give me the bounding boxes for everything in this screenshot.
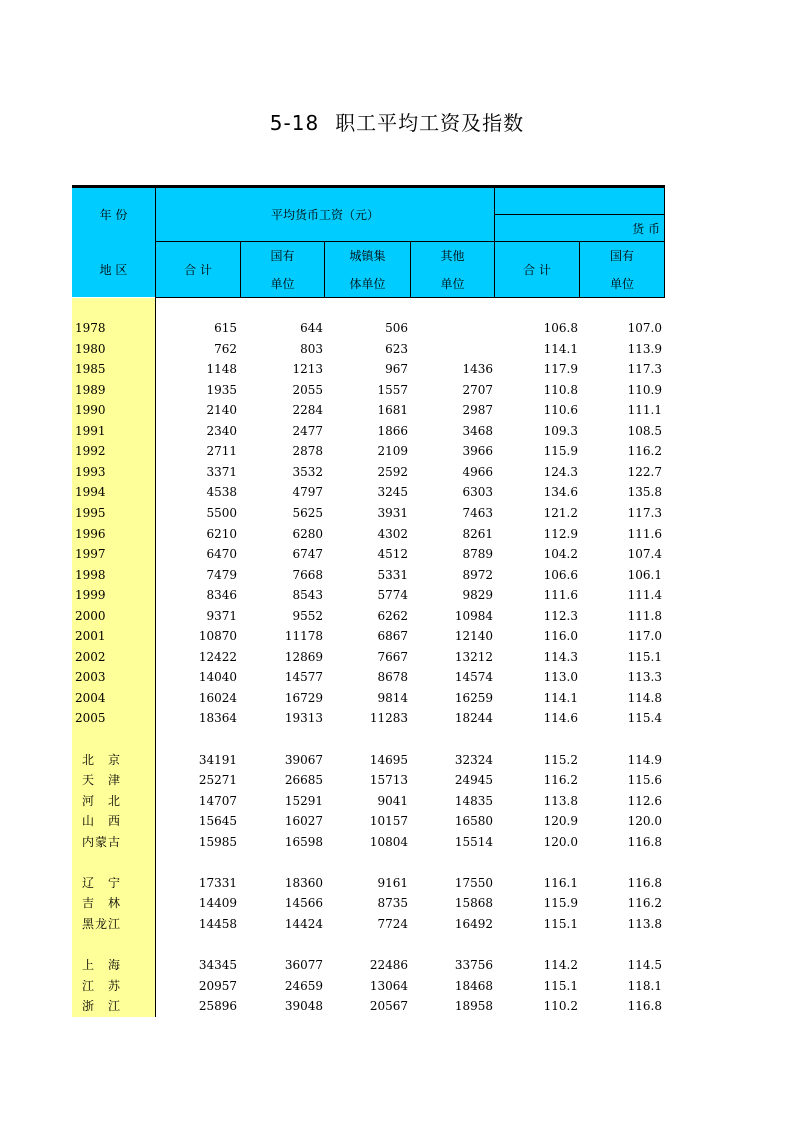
table-cell: 644	[300, 321, 323, 335]
col-rule-6	[664, 188, 665, 298]
table-cell: 4966	[462, 464, 493, 479]
table-cell: 109.3	[543, 423, 578, 438]
year-label: 1989	[75, 382, 106, 397]
table-cell: 4302	[377, 526, 408, 541]
table-cell: 15291	[284, 793, 323, 808]
region-label: 山西	[82, 814, 120, 829]
table-cell: 114.9	[627, 752, 662, 767]
table-cell: 110.9	[627, 382, 662, 397]
table-cell: 116.8	[627, 834, 662, 849]
table-cell: 14574	[454, 670, 493, 685]
table-cell: 4797	[292, 485, 323, 500]
table-cell: 115.4	[627, 711, 662, 726]
table-cell: 9371	[206, 608, 237, 623]
table-cell: 33756	[454, 958, 493, 973]
region-label: 辽宁	[82, 875, 120, 890]
table-cell: 113.3	[627, 670, 662, 685]
table-cell: 17331	[198, 875, 237, 890]
table-number: 5-18	[269, 111, 320, 135]
table-cell: 4512	[377, 547, 408, 562]
table-cell: 25271	[198, 773, 237, 788]
header-avg-wage-group: 平均货币工资（元）	[270, 208, 379, 222]
table-cell: 111.6	[627, 526, 662, 541]
table-cell: 6867	[377, 629, 408, 644]
table-cell: 7724	[377, 916, 408, 931]
table-cell: 113.8	[627, 916, 662, 931]
table-cell: 6280	[292, 526, 323, 541]
table-cell: 14577	[284, 670, 323, 685]
table-cell: 1148	[206, 362, 237, 377]
table-cell: 14040	[198, 670, 237, 685]
region-label: 北京	[82, 752, 120, 767]
table-cell: 117.3	[627, 505, 662, 520]
table-cell: 115.1	[627, 649, 662, 664]
header-index-subgroup: 货 币	[632, 222, 660, 236]
table-cell: 3532	[292, 464, 323, 479]
table-cell: 1866	[377, 423, 408, 438]
table-cell: 15514	[454, 834, 493, 849]
year-label: 1980	[75, 341, 106, 356]
table-cell: 114.2	[543, 958, 578, 973]
table-cell: 107.4	[627, 547, 662, 562]
table-cell: 506	[385, 321, 408, 335]
table-cell: 8543	[292, 588, 323, 603]
table-cell: 122.7	[627, 464, 662, 479]
table-cell: 110.2	[543, 999, 578, 1014]
table-cell: 3371	[206, 464, 237, 479]
table-cell: 14424	[284, 916, 323, 931]
table-cell: 12422	[198, 649, 237, 664]
table-cell: 14566	[284, 896, 323, 911]
table-cell: 1935	[206, 382, 237, 397]
table-cell: 106.8	[543, 321, 578, 335]
table-cell: 15868	[454, 896, 493, 911]
region-label: 天津	[82, 773, 120, 788]
table-cell: 8346	[206, 588, 237, 603]
table-cell: 18244	[454, 711, 493, 726]
header-other-line1: 其他	[440, 249, 465, 263]
table-cell: 6303	[462, 485, 493, 500]
table-cell: 18364	[198, 711, 237, 726]
header-collective-line1: 城镇集	[349, 249, 386, 263]
table-cell: 3931	[377, 505, 408, 520]
table-cell: 111.4	[627, 588, 662, 603]
table-cell: 5774	[377, 588, 408, 603]
table-cell: 116.2	[627, 896, 662, 911]
header-index-total: 合 计	[523, 263, 551, 277]
table-cell: 2707	[462, 382, 493, 397]
table-cell: 14695	[369, 752, 408, 767]
table-cell: 2340	[206, 423, 237, 438]
table-cell: 18360	[284, 875, 323, 890]
header-region: 地 区	[99, 263, 128, 277]
table-cell: 107.0	[627, 321, 662, 335]
table-cell: 112.9	[543, 526, 578, 541]
year-label: 1991	[75, 423, 106, 438]
table-cell: 22486	[369, 958, 408, 973]
table-cell: 115.9	[543, 896, 578, 911]
header-index-state-line2: 单位	[609, 277, 634, 291]
region-label: 河北	[82, 793, 120, 808]
table-cell: 762	[214, 341, 237, 356]
group-rule-right-top	[494, 214, 665, 215]
table-cell: 120.0	[543, 834, 578, 849]
table-cell: 2711	[206, 444, 237, 459]
table-cell: 24659	[284, 978, 323, 993]
table-cell: 1436	[462, 362, 493, 377]
table-cell: 16027	[284, 814, 323, 829]
table-cell: 118.1	[627, 978, 662, 993]
region-label: 江苏	[82, 978, 120, 993]
table-cell: 2140	[206, 403, 237, 418]
table-cell: 8261	[462, 526, 493, 541]
table-cell: 16259	[454, 690, 493, 705]
table-cell: 3966	[462, 444, 493, 459]
table-cell: 116.2	[543, 773, 578, 788]
table-cell: 2477	[292, 423, 323, 438]
year-label: 1990	[75, 403, 106, 418]
table-cell: 18958	[454, 999, 493, 1014]
table-cell: 6747	[292, 547, 323, 562]
year-label: 2001	[75, 629, 106, 644]
header-collective-line2: 体单位	[349, 277, 386, 291]
region-label: 浙江	[82, 999, 120, 1014]
table-cell: 39067	[284, 752, 323, 767]
table-cell: 16598	[284, 834, 323, 849]
table-cell: 114.5	[627, 958, 662, 973]
table-cell: 135.8	[627, 485, 662, 500]
table-cell: 9814	[377, 690, 408, 705]
table-cell: 11178	[284, 629, 323, 644]
table-cell: 114.1	[543, 341, 578, 356]
region-label: 吉林	[82, 896, 120, 911]
table-cell: 24945	[454, 773, 493, 788]
table-cell: 10984	[454, 608, 493, 623]
table-cell: 2109	[377, 444, 408, 459]
year-label: 2003	[75, 670, 106, 685]
table-cell: 111.8	[627, 608, 662, 623]
table-cell: 9552	[292, 608, 323, 623]
table-cell: 8789	[462, 547, 493, 562]
table-cell: 14458	[198, 916, 237, 931]
table-cell: 106.1	[627, 567, 662, 582]
table-cell: 20567	[369, 999, 408, 1014]
year-label: 1985	[75, 362, 106, 377]
table-cell: 17550	[454, 875, 493, 890]
table-cell: 117.3	[627, 362, 662, 377]
table-cell: 39048	[284, 999, 323, 1014]
top-rule	[72, 185, 665, 188]
table-cell: 1557	[377, 382, 408, 397]
table-cell: 110.6	[543, 403, 578, 418]
table-cell: 121.2	[543, 505, 578, 520]
table-cell: 134.6	[543, 485, 578, 500]
table-cell: 36077	[284, 958, 323, 973]
table-title-text: 职工平均工资及指数	[335, 111, 525, 135]
region-label: 内蒙古	[82, 834, 120, 849]
table-cell: 114.1	[543, 690, 578, 705]
table-title	[0, 107, 794, 136]
col-rule-4	[494, 188, 495, 298]
table-cell: 112.3	[543, 608, 578, 623]
table-cell: 18468	[454, 978, 493, 993]
table-cell: 9829	[462, 588, 493, 603]
table-cell: 19313	[284, 711, 323, 726]
table-cell: 112.6	[627, 793, 662, 808]
table-cell: 2878	[292, 444, 323, 459]
year-label: 1992	[75, 444, 106, 459]
table-cell: 113.8	[543, 793, 578, 808]
region-label: 黑龙江	[82, 916, 120, 931]
table-cell: 7667	[377, 649, 408, 664]
year-label: 1999	[75, 588, 106, 603]
table-cell: 117.9	[543, 362, 578, 377]
table-cell: 116.0	[543, 629, 578, 644]
year-label: 2005	[75, 711, 106, 726]
table-cell: 110.8	[543, 382, 578, 397]
table-cell: 120.9	[543, 814, 578, 829]
year-label: 1996	[75, 526, 106, 541]
table-cell: 10870	[198, 629, 237, 644]
table-cell: 13064	[369, 978, 408, 993]
table-cell: 115.2	[543, 752, 578, 767]
table-cell: 14707	[198, 793, 237, 808]
table-cell: 114.3	[543, 649, 578, 664]
table-cell: 10157	[369, 814, 408, 829]
table-cell: 6470	[206, 547, 237, 562]
table-cell: 16492	[454, 916, 493, 931]
table-cell: 26685	[284, 773, 323, 788]
table-cell: 8735	[377, 896, 408, 911]
table-cell: 120.0	[627, 814, 662, 829]
table-cell: 16580	[454, 814, 493, 829]
table-cell: 12140	[454, 629, 493, 644]
year-label: 1995	[75, 505, 106, 520]
table-cell: 6210	[206, 526, 237, 541]
table-cell: 114.8	[627, 690, 662, 705]
table-cell: 2284	[292, 403, 323, 418]
table-cell: 7463	[462, 505, 493, 520]
table-cell: 115.1	[543, 916, 578, 931]
table-cell: 34345	[198, 958, 237, 973]
stub-divider	[155, 188, 156, 1017]
table-cell: 9161	[377, 875, 408, 890]
table-cell: 117.0	[627, 629, 662, 644]
table-cell: 115.1	[543, 978, 578, 993]
table-cell: 13212	[454, 649, 493, 664]
table-cell: 14409	[198, 896, 237, 911]
table-cell: 6262	[377, 608, 408, 623]
table-cell: 4538	[206, 485, 237, 500]
table-cell: 623	[385, 341, 408, 356]
header-state-owned-line1: 国有	[270, 249, 295, 263]
table-cell: 14835	[454, 793, 493, 808]
year-label: 1997	[75, 547, 106, 562]
table-cell: 116.1	[543, 875, 578, 890]
table-cell: 11283	[369, 711, 408, 726]
table-cell: 124.3	[543, 464, 578, 479]
table-cell: 5500	[206, 505, 237, 520]
table-cell: 16729	[284, 690, 323, 705]
table-cell: 15713	[369, 773, 408, 788]
header-total: 合 计	[184, 263, 212, 277]
table-cell: 106.6	[543, 567, 578, 582]
table-cell: 8678	[377, 670, 408, 685]
table-cell: 116.8	[627, 999, 662, 1014]
year-label: 1978	[75, 321, 106, 335]
table-cell: 9041	[377, 793, 408, 808]
table-cell: 20957	[198, 978, 237, 993]
table-cell: 111.1	[627, 403, 662, 418]
table-cell: 15645	[198, 814, 237, 829]
table-cell: 113.0	[543, 670, 578, 685]
table-cell: 115.9	[543, 444, 578, 459]
table-cell: 16024	[198, 690, 237, 705]
table-cell: 10804	[369, 834, 408, 849]
table-cell: 25896	[198, 999, 237, 1014]
year-label: 1994	[75, 485, 106, 500]
year-label: 1993	[75, 464, 106, 479]
table-cell: 115.6	[627, 773, 662, 788]
table-cell: 116.2	[627, 444, 662, 459]
table-cell: 5331	[377, 567, 408, 582]
table-cell: 803	[300, 341, 323, 356]
table-cell: 615	[214, 321, 237, 335]
header-other-line2: 单位	[440, 277, 465, 291]
table-cell: 113.9	[627, 341, 662, 356]
table-cell: 2987	[462, 403, 493, 418]
table-cell: 1681	[377, 403, 408, 418]
year-label: 2004	[75, 690, 106, 705]
year-label: 2000	[75, 608, 106, 623]
region-label: 上海	[82, 958, 120, 973]
table-cell: 15985	[198, 834, 237, 849]
header-index-state-line1: 国有	[609, 249, 634, 263]
table-cell: 2055	[292, 382, 323, 397]
table-cell: 116.8	[627, 875, 662, 890]
table-cell: 3468	[462, 423, 493, 438]
table-cell: 104.2	[543, 547, 578, 562]
table-cell: 7668	[292, 567, 323, 582]
table-cell: 2592	[377, 464, 408, 479]
table-cell: 12869	[284, 649, 323, 664]
table-cell: 114.6	[543, 711, 578, 726]
year-label: 1998	[75, 567, 106, 582]
table-cell: 967	[385, 362, 408, 377]
table-cell: 32324	[454, 752, 493, 767]
table-cell: 1213	[292, 362, 323, 377]
table-cell: 8972	[462, 567, 493, 582]
table-cell: 108.5	[627, 423, 662, 438]
year-label: 2002	[75, 649, 106, 664]
header-year: 年 份	[99, 208, 128, 222]
table-cell: 7479	[206, 567, 237, 582]
header-stub-bg	[72, 188, 155, 297]
table-cell: 5625	[292, 505, 323, 520]
table-cell: 111.6	[543, 588, 578, 603]
header-index-group-top-bg	[495, 188, 664, 214]
table-cell: 34191	[198, 752, 237, 767]
table-cell: 3245	[377, 485, 408, 500]
header-state-owned-line2: 单位	[270, 277, 295, 291]
